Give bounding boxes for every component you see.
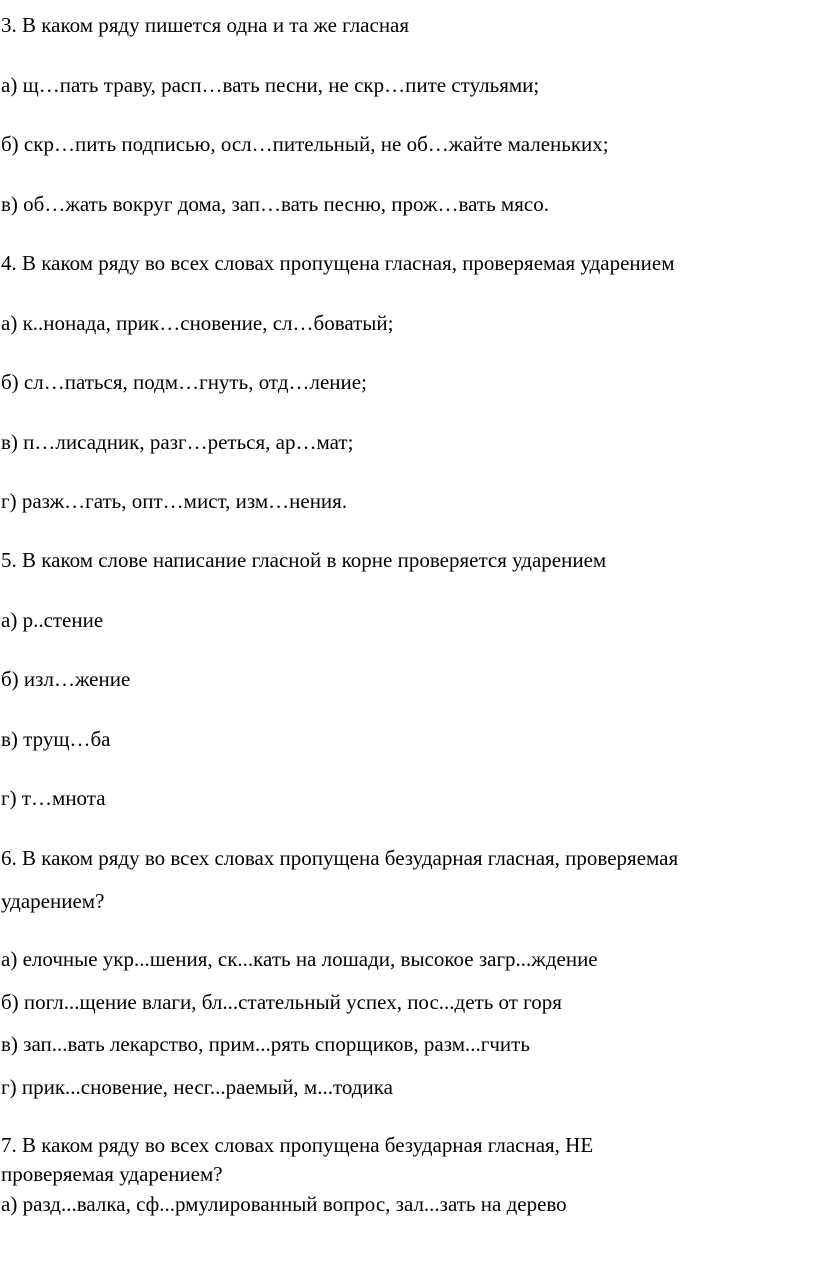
question-4-title: 4. В каком ряду во всех словах пропущена гласная, проверяемая ударением	[1, 251, 675, 275]
question-7-title-line-2: проверяемая ударением?	[1, 1162, 223, 1186]
question-5-title: 5. В каком слове написание гласной в корне проверяется ударением	[1, 548, 607, 572]
question-5-option-a: а) р..стение	[1, 608, 104, 632]
question-6-option-d: г) прик...сновение, несг...раемый, м...тодика	[1, 1075, 393, 1099]
question-4-option-d: г) разж…гать, опт…мист, изм…нения.	[1, 489, 348, 513]
question-6-option-b: б) погл...щение влаги, бл...стательный успех, пос...деть от горя	[1, 990, 562, 1014]
question-4-option-c: в) п…лисадник, разг…реться, ар…мат;	[1, 430, 354, 454]
question-6-title-line-2: ударением?	[1, 889, 105, 913]
question-5-option-b: б) изл…жение	[1, 667, 131, 691]
question-6-title-line-1: 6. В каком ряду во всех словах пропущена безударная гласная, проверяемая	[1, 846, 679, 870]
question-3-option-c: в) об…жать вокруг дома, зап…вать песню, прож…вать мясо.	[1, 192, 549, 216]
question-3-title: 3. В каком ряду пишется одна и та же гласная	[1, 13, 410, 37]
question-6-option-c: в) зап...вать лекарство, прим...рять спорщиков, разм...гчить	[1, 1032, 530, 1056]
question-7-title-line-1: 7. В каком ряду во всех словах пропущена безударная гласная, НЕ	[1, 1133, 594, 1157]
question-5-option-c: в) трущ…ба	[1, 727, 111, 751]
question-3-option-a: а) щ…пать траву, расп…вать песни, не скр…пите стульями;	[1, 73, 540, 97]
question-6-option-a: а) елочные укр...шения, ск...кать на лошади, высокое загр...ждение	[1, 947, 598, 971]
question-5-option-d: г) т…мнота	[1, 786, 106, 810]
question-7-option-a: а) разд...валка, сф...рмулированный вопрос, зал...зать на дерево	[1, 1192, 567, 1216]
question-4-option-a: а) к..нонада, прик…сновение, сл…боватый;	[1, 311, 394, 335]
question-4-option-b: б) сл…паться, подм…гнуть, отд…ление;	[1, 370, 367, 394]
question-3-option-b: б) скр…пить подписью, осл…пительный, не об…жайте маленьких;	[1, 132, 609, 156]
